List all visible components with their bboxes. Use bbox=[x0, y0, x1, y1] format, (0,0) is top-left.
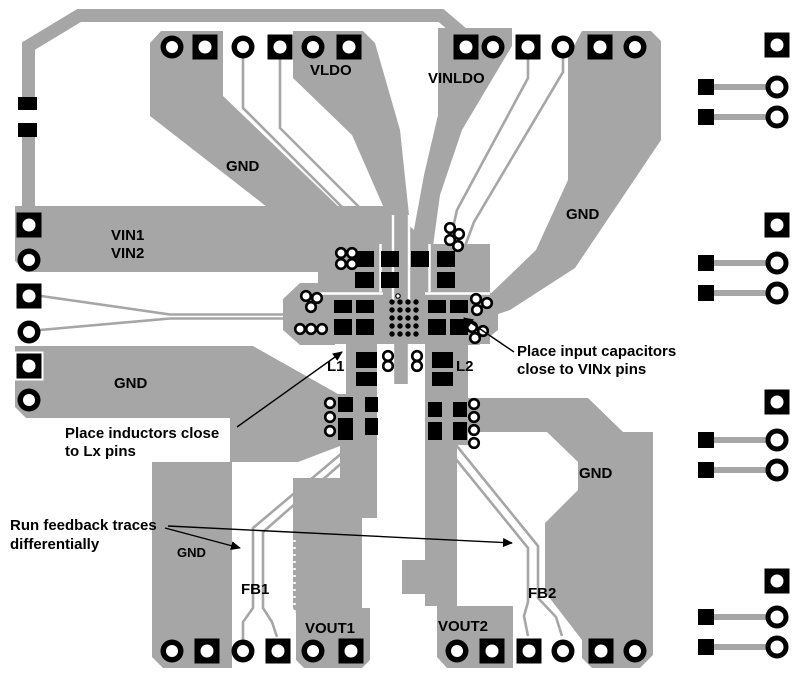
pad-hole bbox=[201, 645, 214, 658]
label-vin1: VIN1 bbox=[111, 227, 145, 244]
smt-pad bbox=[432, 372, 453, 386]
label-gnd-top-right: GND bbox=[566, 206, 600, 223]
pad-hole bbox=[23, 360, 36, 373]
pad-hole bbox=[345, 645, 358, 658]
pad-hole bbox=[771, 39, 784, 52]
pad-hole bbox=[166, 645, 178, 657]
thermal-via bbox=[405, 307, 410, 312]
via-ring-pad bbox=[768, 254, 786, 272]
note-input-caps-line2: close to VINx pins bbox=[517, 361, 647, 378]
thermal-via bbox=[405, 315, 410, 320]
label-vldo: VLDO bbox=[310, 62, 352, 79]
thermal-via bbox=[389, 307, 394, 312]
smt-pad bbox=[356, 300, 374, 313]
smt-pad-square bbox=[698, 285, 714, 301]
via-ring-pad bbox=[768, 431, 786, 449]
note-inductors-line1: Place inductors close bbox=[65, 425, 220, 442]
thermal-via bbox=[397, 315, 402, 320]
smt-pad bbox=[338, 418, 353, 440]
pad-hole bbox=[771, 575, 784, 588]
via bbox=[306, 324, 316, 334]
thermal-via bbox=[405, 299, 410, 304]
note-feedback-line1: Run feedback traces bbox=[10, 517, 157, 534]
pad-hole bbox=[307, 41, 319, 53]
thermal-via bbox=[397, 299, 402, 304]
label-fb2: FB2 bbox=[528, 585, 557, 602]
pad-hole bbox=[523, 645, 536, 658]
via bbox=[472, 305, 482, 315]
via bbox=[347, 248, 357, 258]
smt-pad-square bbox=[698, 79, 714, 95]
thermal-via bbox=[405, 323, 410, 328]
pad-hole bbox=[557, 41, 569, 53]
smt-pad bbox=[437, 272, 455, 288]
pad-hole bbox=[522, 41, 535, 54]
smt-pad bbox=[334, 319, 352, 335]
smt-pad bbox=[428, 319, 446, 335]
jumper-pad bbox=[18, 97, 37, 110]
gnd-pour-top-right bbox=[482, 31, 661, 316]
thermal-via bbox=[405, 331, 410, 336]
via bbox=[317, 324, 327, 334]
smt-pad bbox=[356, 352, 377, 368]
pad-hole bbox=[23, 394, 35, 406]
via bbox=[301, 291, 311, 301]
pad-hole bbox=[237, 41, 249, 53]
via bbox=[336, 259, 346, 269]
gnd-pour-bottom-left bbox=[152, 462, 232, 668]
label-gnd-bottom-left: GND bbox=[177, 545, 206, 560]
via bbox=[412, 351, 422, 361]
smt-pad bbox=[437, 251, 455, 267]
label-vout2: VOUT2 bbox=[438, 618, 489, 635]
smt-pad-square bbox=[698, 432, 714, 448]
smt-pad-square bbox=[698, 255, 714, 271]
pad-hole bbox=[237, 645, 249, 657]
pad-hole bbox=[629, 41, 641, 53]
via bbox=[471, 294, 481, 304]
smt-pad bbox=[428, 402, 442, 417]
thermal-via bbox=[413, 315, 418, 320]
pad-hole bbox=[486, 645, 499, 658]
via bbox=[469, 425, 479, 435]
via-ring-pad bbox=[768, 608, 786, 626]
smt-pad bbox=[453, 402, 467, 417]
thermal-via bbox=[413, 299, 418, 304]
pad-hole bbox=[23, 290, 36, 303]
label-vin2: VIN2 bbox=[111, 245, 145, 262]
pad-hole bbox=[307, 645, 319, 657]
via-ring-pad bbox=[768, 108, 786, 126]
via bbox=[482, 298, 492, 308]
thermal-via bbox=[389, 315, 394, 320]
smt-pad-square bbox=[698, 462, 714, 478]
via bbox=[325, 426, 335, 436]
smt-pad bbox=[453, 422, 467, 440]
pad-hole bbox=[166, 41, 178, 53]
pad-hole bbox=[594, 41, 607, 54]
label-vout1: VOUT1 bbox=[305, 620, 356, 637]
note-input-caps-line1: Place input capacitors bbox=[517, 343, 677, 360]
pad-hole bbox=[771, 396, 784, 409]
pad-hole bbox=[629, 645, 641, 657]
pad-hole bbox=[771, 219, 784, 232]
thermal-via bbox=[397, 323, 402, 328]
label-l1: L1 bbox=[327, 358, 345, 375]
smt-pad bbox=[365, 418, 378, 435]
smt-pad-square bbox=[698, 109, 714, 125]
via bbox=[325, 398, 335, 408]
smt-pad bbox=[334, 300, 352, 313]
label-vinldo: VINLDO bbox=[428, 70, 485, 87]
smt-pad bbox=[381, 272, 399, 288]
thermal-via bbox=[413, 331, 418, 336]
smt-pad-square bbox=[698, 609, 714, 625]
pad-hole bbox=[451, 645, 463, 657]
label-gnd-top-left: GND bbox=[226, 158, 260, 175]
thermal-via bbox=[389, 299, 394, 304]
pad-hole bbox=[595, 645, 608, 658]
via-ring-pad bbox=[768, 78, 786, 96]
label-l2: L2 bbox=[456, 358, 474, 375]
smt-pad bbox=[356, 319, 374, 335]
thermal-via bbox=[397, 331, 402, 336]
label-gnd-left: GND bbox=[114, 375, 148, 392]
center-lower-trace bbox=[394, 344, 408, 384]
via bbox=[412, 361, 422, 371]
copper-pours bbox=[15, 16, 661, 669]
pad-hole bbox=[23, 254, 35, 266]
via bbox=[469, 438, 479, 448]
via bbox=[453, 241, 463, 251]
via bbox=[454, 229, 464, 239]
pad-hole bbox=[199, 41, 212, 54]
smt-pad bbox=[428, 300, 446, 313]
via bbox=[295, 324, 305, 334]
smt-pad bbox=[355, 272, 374, 288]
via-ring-pad bbox=[768, 461, 786, 479]
via bbox=[445, 223, 455, 233]
pad-hole bbox=[343, 41, 356, 54]
via bbox=[469, 399, 479, 409]
thermal-via bbox=[413, 307, 418, 312]
pad-hole bbox=[557, 645, 569, 657]
pad-hole bbox=[274, 41, 287, 54]
smt-pad bbox=[338, 397, 353, 412]
trace-break-gap bbox=[20, 110, 37, 123]
via bbox=[306, 302, 316, 312]
via-small bbox=[396, 294, 400, 298]
smt-pad bbox=[365, 397, 378, 412]
pad-hole bbox=[487, 41, 499, 53]
via bbox=[325, 412, 335, 422]
via bbox=[470, 333, 480, 343]
smt-pad bbox=[411, 251, 429, 267]
note-feedback-line2: differentially bbox=[10, 536, 100, 553]
smt-pad bbox=[356, 372, 377, 386]
via bbox=[347, 259, 357, 269]
pad-hole bbox=[460, 41, 473, 54]
via bbox=[383, 361, 393, 371]
via bbox=[336, 248, 346, 258]
thermal-via bbox=[389, 331, 394, 336]
via bbox=[383, 351, 393, 361]
pad-hole bbox=[23, 326, 35, 338]
smt-pad bbox=[428, 422, 442, 440]
thermal-via bbox=[413, 323, 418, 328]
smt-pad bbox=[381, 251, 399, 267]
label-gnd-bottom-right: GND bbox=[579, 465, 613, 482]
jumper-pad bbox=[18, 123, 37, 137]
thermal-via bbox=[389, 323, 394, 328]
smt-pad bbox=[432, 352, 453, 368]
via-ring-pad bbox=[768, 284, 786, 302]
smt-pad bbox=[450, 319, 468, 335]
pad-hole bbox=[272, 645, 285, 658]
thermal-via bbox=[397, 307, 402, 312]
pad-hole bbox=[23, 219, 36, 232]
via-ring-pad bbox=[768, 638, 786, 656]
label-fb1: FB1 bbox=[241, 581, 270, 598]
note-inductors-line2: to Lx pins bbox=[65, 443, 136, 460]
smt-pad bbox=[450, 300, 468, 313]
smt-pad-square bbox=[698, 639, 714, 655]
via bbox=[469, 412, 479, 422]
via bbox=[312, 293, 322, 303]
